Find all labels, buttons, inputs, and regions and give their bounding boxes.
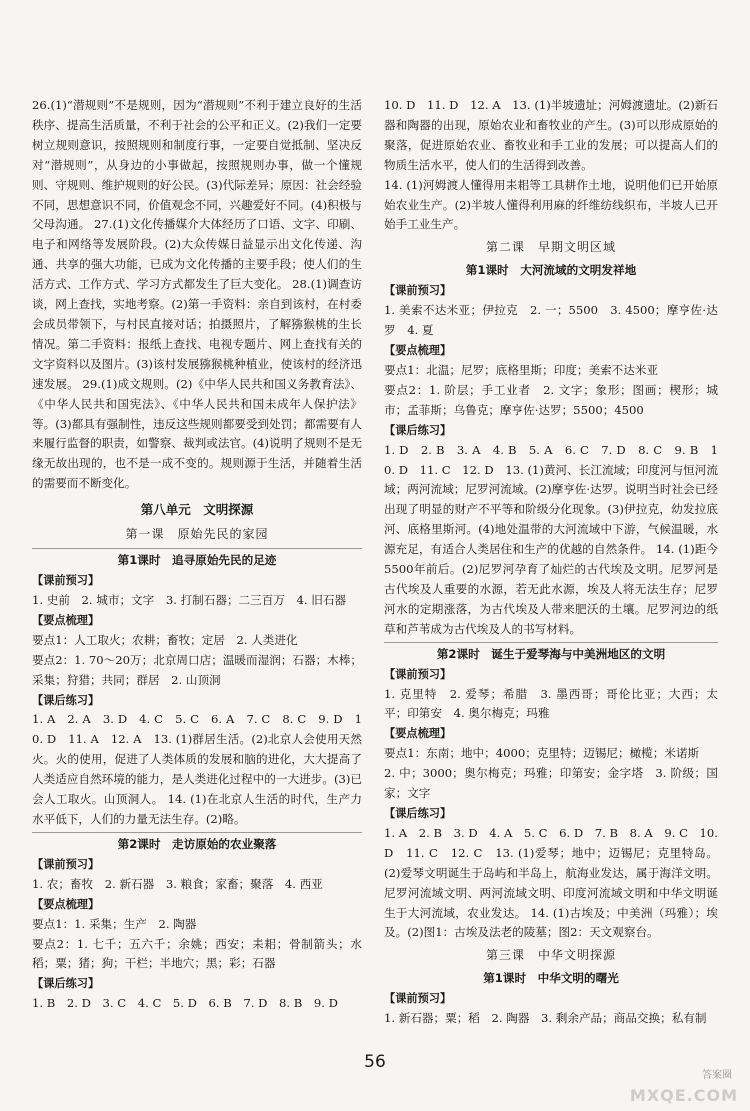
answers-sort: 要点1：人工取火；农耕；畜牧；定居 2. 人类进化 要点2：1. 70～20万；北京周口店；温暖而湿润；石器；木棒；采集；狩猎；共同；群居 2. 山顶洞 bbox=[32, 632, 362, 687]
answers-paragraph-10-14: 10. D 11. D 12. A 13. (1)半坡遗址；河姆渡遗址。(2)新石器和陶器的出现，原始农业和畜牧业的产生。(3)可以形成原始的聚落，促进原始农业、畜牧业和手工业的发展；可以提高人们的物质生活水平，使人们的生活得到改善。 14. (1)河姆渡人懂得用耒耜等工具耕作土地，说明他们已开始原始农业生产。(2)半坡人懂得利用麻的纤维纺线织布，半坡人已开始手工业生产。 bbox=[384, 98, 718, 232]
answers-preview: 1. 美索不达米亚；伊拉克 2. 一；5500 3. 4500；摩亨佐·达罗 4. 夏 bbox=[384, 303, 718, 338]
section-label-preview: 【课前预习】 bbox=[384, 284, 452, 298]
section-label-sort: 【要点梳理】 bbox=[384, 344, 452, 358]
left-column bbox=[32, 96, 362, 1014]
answers-practice: 1. D 2. B 3. A 4. B 5. A 6. C 7. D 8. C 9. B 10. D 11. C 12. D 13. (1)黄河、长江流域；印度河与恒河流域；两河流域；尼罗河流域。(2)摩亨佐·达罗。说明当时社会已经出现了明显的财产不平等和阶级分化现象。(3)伊拉克，幼发拉底河、底格里斯河。(4)地处温带的大河流域中下游，气候温暖，水源充足，有适合人类居住和生产的优越的自然条件。 14. (1)距今5500年前后。(2)尼罗河孕育了灿烂的古代埃及文明。尼罗河是古代埃及人重要的水源，若无此水源，埃及人将无法生存；尼罗河水的定期涨落，为古代埃及人带来肥沃的土壤。尼罗河边的纸草和芦苇成为古代埃及人的书写材料。 bbox=[384, 442, 718, 636]
unit-heading: 第八单元 文明探源 bbox=[140, 502, 254, 518]
section-label-practice: 【课后练习】 bbox=[32, 977, 100, 991]
period-heading: 第1课时 中华文明的曙光 bbox=[483, 971, 619, 986]
answers-practice: 1. A 2. B 3. D 4. A 5. C 6. D 7. B 8. A 9. C 10. D 11. C 12. C 13. (1)爱琴；地中；迈锡尼；克里特岛。(2)爱琴文明诞生于岛屿和半岛上，航海业发达，属于海洋文明。尼罗河流域文明、两河流域文明、印度河流域文明和中华文明诞生于大河流域，农业发达。 14. (1)古埃及；中美洲（玛雅）；埃及。(2)图1：古埃及法老的陵墓；图2：天文观察台。 bbox=[384, 825, 718, 940]
answers-preview: 1. 史前 2. 城市；文字 3. 打制石器；二三百万 4. 旧石器 bbox=[32, 593, 347, 608]
lesson-heading: 第三课 中华文明探源 bbox=[485, 948, 616, 963]
answers-practice: 1. A 2. A 3. D 4. C 5. C 6. A 7. C 8. C 9. D 10. D 11. A 12. A 13. (1)群居生活。(2)北京人会使用天然火。火的使用，促进了人类体质的发展和脑的进化，大大提高了人类适应自然环境的能力，是人类进化过程中的一大进步。(3)已会人工取火。山顶洞人。 14. (1)在北京人生活的时代，生产力水平低下，人们的力量无法生存。(2)略。 bbox=[32, 712, 362, 826]
answers-sort: 要点1：北温；尼罗；底格里斯；印度；美索不达米亚 要点2：1. 阶层；手工业者 2. 文字；象形；图画；楔形；城市；孟菲斯；乌鲁克；摩亨佐·达罗；5500；4500 bbox=[384, 362, 718, 417]
answers-preview: 1. 克里特 2. 爱琴；希腊 3. 墨西哥；哥伦比亚；大西；太平；印第安 4. 奥尔梅克；玛雅 bbox=[384, 686, 718, 721]
section-label-preview: 【课前预习】 bbox=[384, 992, 452, 1006]
section-label-sort: 【要点梳理】 bbox=[32, 613, 100, 627]
lesson-heading: 第二课 早期文明区域 bbox=[485, 240, 616, 255]
period-heading: 第1课时 大河流域的文明发祥地 bbox=[465, 263, 637, 278]
period-heading: 第2课时 诞生于爱琴海与中美洲地区的文明 bbox=[436, 646, 666, 661]
section-label-practice: 【课后练习】 bbox=[384, 807, 452, 820]
lesson-heading: 第一课 原始先民的家园 bbox=[125, 527, 269, 542]
answers-sort: 要点1：东南；地中；4000；克里特；迈锡尼；橄榄；米诺斯 2. 中；3000；奥尔梅克；玛雅；印第安；金字塔 3. 阶级；国家；文字 bbox=[384, 746, 718, 801]
section-label-practice: 【课后练习】 bbox=[384, 423, 452, 437]
watermark-url: MXQE.COM bbox=[629, 1086, 738, 1105]
period-heading: 第2课时 走访原始的农业聚落 bbox=[117, 836, 277, 851]
answers-sort: 要点1：1. 采集；生产 2. 陶器 要点2：1. 七千；五六千；余姚；西安；耒耜；骨制箭头；水稻；粟；猪；狗；干栏；半地穴；黑；彩；石器 bbox=[32, 916, 362, 971]
section-label-preview: 【课前预习】 bbox=[384, 667, 452, 681]
period-heading: 第1课时 追寻原始先民的足迹 bbox=[117, 553, 277, 568]
answers-preview: 1. 农；畜牧 2. 新石器 3. 粮食；家畜；聚落 4. 西亚 bbox=[32, 876, 323, 891]
right-column bbox=[384, 96, 718, 1029]
answers-practice: 1. B 2. D 3. C 4. C 5. D 6. B 7. D 8. B 9. D bbox=[32, 996, 338, 1011]
answers-preview: 1. 新石器；粟；稻 2. 陶器 3. 剩余产品；商品交换；私有制 bbox=[384, 1011, 707, 1026]
section-label-preview: 【课前预习】 bbox=[32, 574, 100, 588]
page-number: 56 bbox=[364, 1052, 386, 1072]
section-label-preview: 【课前预习】 bbox=[32, 857, 100, 871]
watermark-text: 答案圈 bbox=[702, 1070, 732, 1081]
section-label-sort: 【要点梳理】 bbox=[384, 727, 452, 741]
section-label-sort: 【要点梳理】 bbox=[32, 897, 100, 911]
section-label-practice: 【课后练习】 bbox=[32, 693, 100, 707]
answers-paragraph-26-29: 26.(1)“潜规则”不是规则，因为“潜规则”不利于建立良好的生活秩序、提高生活质量，不利于社会的公平和正义。(2)我们一定要树立规则意识，按照规则和制度行事，一定要自觉抵制、坚决反对“潜规则”，从身边的小事做起，按照规则办事，做一个懂规则、守规则、维护规则的好公民。(3)代际差异；原因：社会经验不同，思想意识不同，价值观念不同，兴趣爱好不同。(4)积极与父母沟通。 27.(1)文化传播媒介大体经历了口语、文字、印刷、电子和网络等发展阶段。(2)大众传媒日益显示出文化传递、沟通、共享的强大功能，已成为文化传播的主要手段；使人们的生活方式、工作方式、学习方式都发生了巨大变化。 28.(1)调查访谈，网上查找，实地考察。(2)第一手资料：亲自到该村，在村委会成员带领下，与村民直接对话；拍摄照片，了解猕猴桃的生长情况。第二手资料：报纸上查找、电视专题片、网上查找有关的文字资料以及图片。(3)该村发展猕猴桃种植业，使该村的经济迅速发展。 29.(1)成文规则。(2)《中华人民共和国义务教育法》、《中华人民共和国宪法》、《中华人民共和国未成年人保护法》等。(3)都具有强制性，违反这些规则都要受到处罚；都需要有人来履行监督的职责，如警察、裁判或法官。(4)说明了规则不是无缘无故出现的，也不是一成不变的。规则源于生活，并随着生活的需要而不断变化。 bbox=[32, 98, 362, 491]
